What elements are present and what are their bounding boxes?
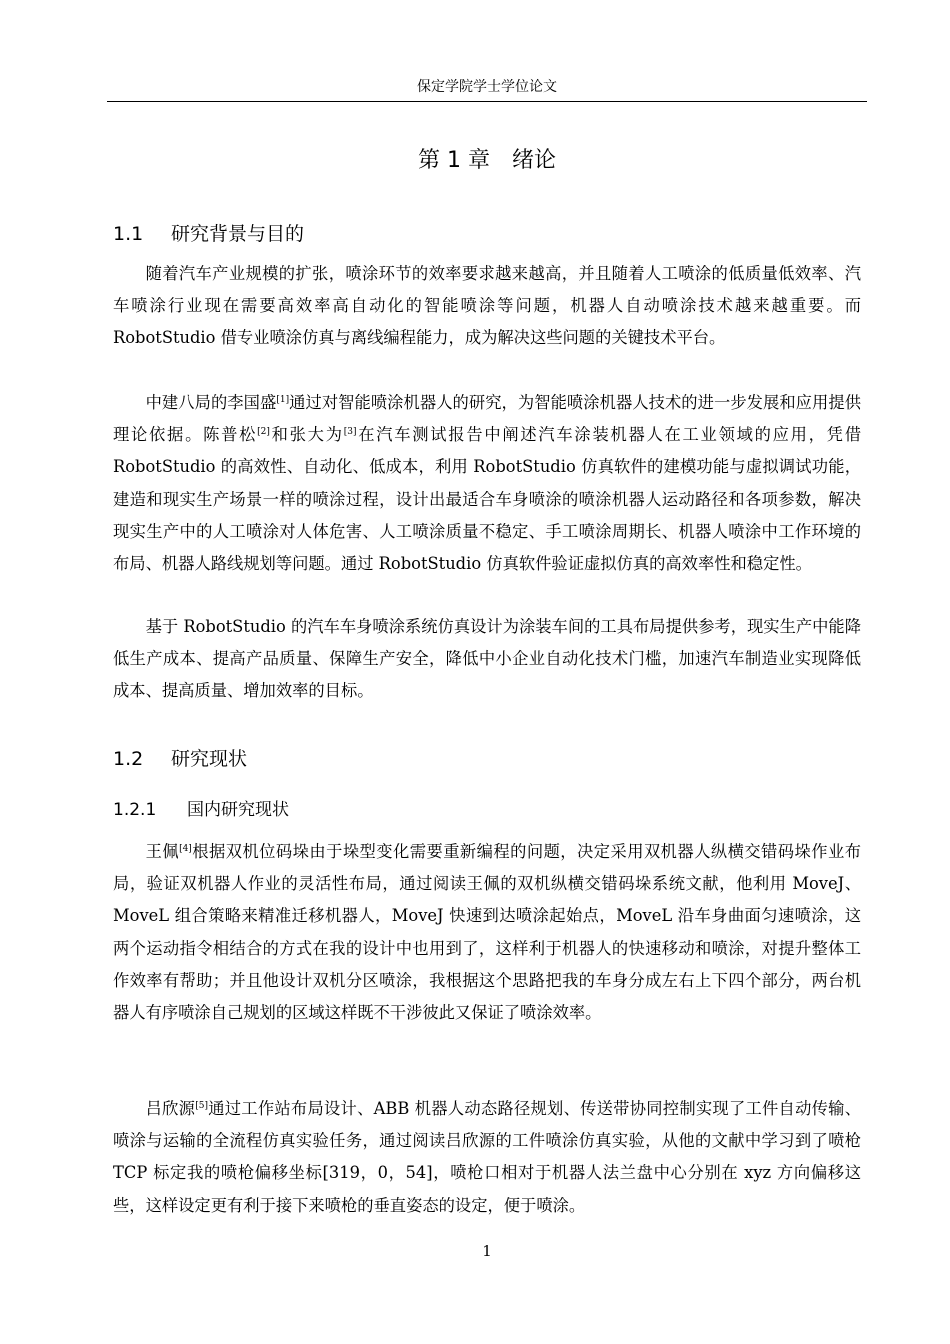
paragraph-text: 随着汽车产业规模的扩张，喷涂环节的效率要求越来越高，并且随着人工喷涂的低质量低效率、汽车喷涂行业现在需要高效率高自动化的智能喷涂等问题，机器人自动喷涂技术越来越重要。而 RobotStudio 借专业喷涂仿真与离线编程能力，成为解决这些问题的关键技术平台。 — [113, 264, 861, 348]
chapter-number: 第 1 章 — [418, 148, 490, 173]
citation-3: [3] — [343, 427, 357, 438]
paragraph-text: 根据双机位码垛由于垛型变化需要重新编程的问题，决定采用双机器人纵横交错码垛作业布局，验证双机器人作业的灵活性布局，通过阅读王佩的双机纵横交错码垛系统文献，他利用 MoveJ、MoveL 组合策略来精准迁移机器人，MoveJ 快速到达喷涂起始点，MoveL 沿车身曲面匀速喷涂，这两个运动指令相结合的方式在我的设计中也用到了，这样利于机器人的快速移动和喷涂，对提升整体工作效率有帮助；并且他设计双机分区喷涂，我根据这个思路把我的车身分成左右上下四个部分，两台机器人有序喷涂自己规划的区域这样既不干涉彼此又保证了喷涂效率。 — [113, 842, 861, 1023]
paragraph-text: 在汽车测试报告中阐述汽车涂装机器人在工业领域的应用，凭借 RobotStudio 的高效性、自动化、低成本，利用 RobotStudio 仿真软件的建模功能与虚拟调试功能，建造和现实生产场景一样的喷涂过程，设计出最适合车身喷涂的喷涂机器人运动路径和各项参数，解决现实生产中的人工喷涂对人体危害、人工喷涂质量不稳定、手工喷涂周期长、机器人喷涂中工作环境的布局、机器人路线规划等问题。通过 RobotStudio 仿真软件验证虚拟仿真的高效率性和稳定性。 — [113, 425, 861, 574]
paragraph-1 — [113, 258, 861, 355]
running-header: 保定学院学士学位论文 — [417, 79, 557, 95]
paragraph-5 — [113, 1093, 861, 1222]
section-number: 1.1 — [113, 223, 144, 245]
section-title: 研究现状 — [171, 748, 248, 770]
paragraph-text: 通过工作站布局设计、ABB 机器人动态路径规划、传送带协同控制实现了工件自动传输、喷涂与运输的全流程仿真实验任务，通过阅读吕欣源的工件喷涂仿真实验，从他的文献中学习到了喷枪 TCP 标定我的喷枪偏移坐标[319，0，54]，喷枪口相对于机器人法兰盘中心分别在 xyz 方向偏移这些，这样设定更有利于接下来喷枪的垂直姿态的设定，便于喷涂。 — [113, 1099, 861, 1215]
paragraph-4 — [113, 836, 861, 1029]
paragraph-text: 通过对智能喷涂机器人的研究，为智能喷涂机器人技术的进一步发展和应用提供理论依据。陈普松 — [113, 393, 861, 445]
page-number: 1 — [482, 1242, 492, 1260]
paragraph-text: 中建八局的李国盛 — [145, 393, 277, 412]
chapter-title — [107, 143, 867, 179]
citation-4: [4] — [179, 844, 192, 854]
section-title: 研究背景与目的 — [171, 223, 305, 245]
paragraph-text: 吕欣源 — [145, 1099, 196, 1118]
subsection-heading-1-2-1 — [113, 796, 289, 824]
paragraph-text: 基于 RobotStudio 的汽车车身喷涂系统仿真设计为涂装车间的工具布局提供参考，现实生产中能降低生产成本、提高产品质量、保障生产安全，降低中小企业自动化技术门槛，加速汽车制造业实现降低成本、提高质量、增加效率的目标。 — [113, 617, 861, 701]
subsection-title: 国内研究现状 — [187, 800, 289, 820]
chapter-name: 绪论 — [511, 148, 556, 173]
header-rule — [107, 101, 867, 102]
paragraph-3 — [113, 611, 861, 708]
section-heading-1-1 — [113, 219, 304, 249]
paragraph-text: 王佩 — [145, 842, 180, 861]
citation-5: [5] — [195, 1101, 208, 1111]
section-heading-1-2 — [113, 744, 247, 774]
section-number: 1.2 — [113, 748, 144, 770]
subsection-number: 1.2.1 — [113, 800, 157, 820]
paragraph-text: 和张大为 — [269, 425, 344, 445]
citation-2: [2] — [257, 427, 270, 438]
paragraph-2 — [113, 387, 861, 580]
citation-1: [1] — [276, 395, 290, 405]
